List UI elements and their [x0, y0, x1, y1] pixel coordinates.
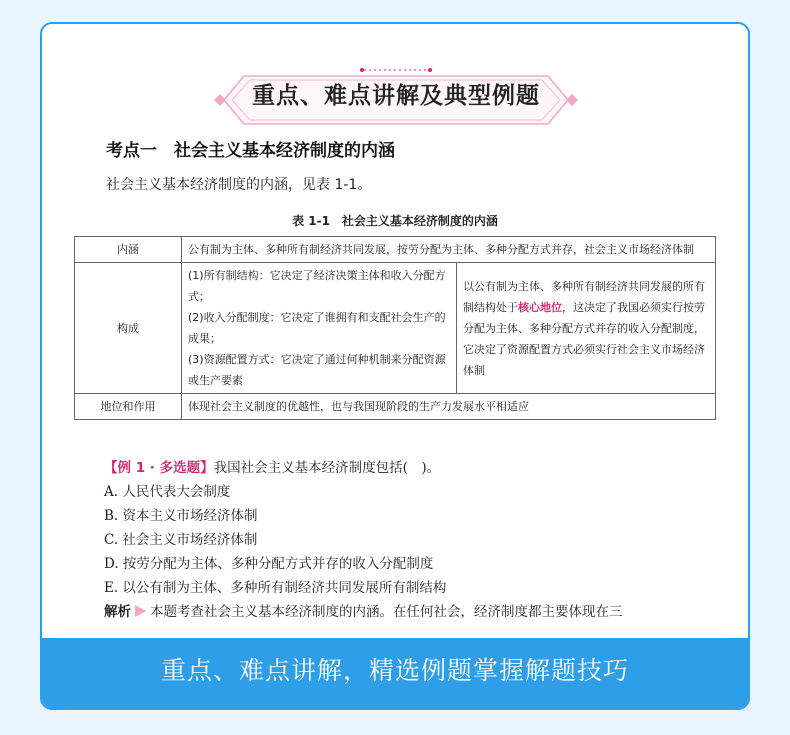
- content-card: [40, 22, 750, 710]
- section-heading: 考点一 社会主义基本经济制度的内涵: [106, 141, 395, 161]
- composition-item: (1)所有制结构：它决定了经济决策主体和收入分配方式；: [188, 269, 446, 303]
- option-a: A. 人民代表大会制度: [104, 484, 231, 500]
- example-question-line: [104, 456, 623, 480]
- table-row: [75, 237, 716, 263]
- section-banner: [214, 64, 578, 128]
- note-text-before: 以公有制为主体、多种所有制经济共同发展的所有制结构处于: [463, 279, 705, 314]
- row-label: 地位和作用: [75, 394, 182, 420]
- table-row: [75, 394, 716, 420]
- table-caption: 表 1-1 社会主义基本经济制度的内涵: [292, 214, 498, 228]
- option-d: D. 按劳分配为主体、多种分配方式并存的收入分配制度: [104, 556, 434, 572]
- economic-system-table: [74, 236, 716, 420]
- composition-note: [457, 263, 716, 394]
- composition-list: [182, 263, 457, 394]
- banner-title: 重点、难点讲解及典型例题: [252, 83, 540, 109]
- composition-item: (3)资源配置方式：它决定了通过何种机制来分配资源或生产要素: [188, 353, 446, 387]
- row-label: 内涵: [75, 237, 182, 263]
- option-c: C. 社会主义市场经济体制: [104, 532, 258, 548]
- footer-banner: 重点、难点讲解，精选例题掌握解题技巧: [42, 638, 748, 710]
- row-content: 公有制为主体、多种所有制经济共同发展，按劳分配为主体、多种分配方式并存，社会主义市场经济体制: [182, 237, 716, 263]
- analysis-line: [104, 600, 623, 624]
- row-label: 构成: [75, 263, 182, 394]
- example-question: 我国社会主义基本经济制度包括( )。: [213, 460, 441, 476]
- analysis-text: 本题考查社会主义基本经济制度的内涵。在任何社会，经济制度都主要体现在三: [150, 604, 623, 620]
- pointer-triangle-icon: [135, 605, 146, 617]
- option-e: E. 以公有制为主体、多种所有制经济共同发展所有制结构: [104, 580, 447, 596]
- table-row: [75, 263, 716, 394]
- option-b: B. 资本主义市场经济体制: [104, 508, 258, 524]
- note-highlight: 核心地位: [518, 300, 562, 314]
- analysis-label: 解析: [104, 604, 131, 620]
- intro-text: 社会主义基本经济制度的内涵，见表 1-1。: [106, 177, 372, 193]
- row-content: 体现社会主义制度的优越性，也与我国现阶段的生产力发展水平相适应: [182, 394, 716, 420]
- example-tag: 【例 1 · 多选题】: [104, 460, 214, 476]
- note-text-after: ，这决定了我国必须实行按劳分配为主体、多种分配方式并存的收入分配制度，它决定了资源配置方式必须实行社会主义市场经济体制: [463, 300, 705, 377]
- example-block: [104, 456, 623, 624]
- composition-item: (2)收入分配制度：它决定了谁拥有和支配社会生产的成果；: [188, 311, 446, 345]
